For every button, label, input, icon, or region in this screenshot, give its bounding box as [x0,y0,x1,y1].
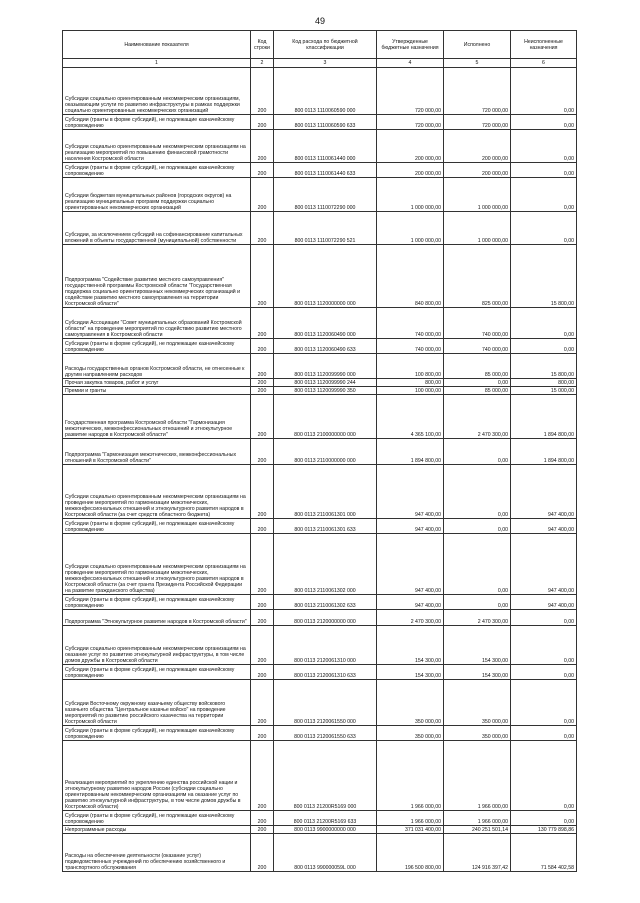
column-number: 5 [444,59,511,68]
row-approved: 4 365 100,00 [377,395,444,439]
row-unexecuted: 0,00 [511,680,577,726]
row-executed: 1 000 000,00 [444,178,511,212]
row-approved: 1 894 800,00 [377,439,444,465]
row-budget-code: 800 0113 1110060590 633 [274,115,377,130]
row-approved: 947 400,00 [377,534,444,595]
row-unexecuted: 947 400,00 [511,519,577,534]
row-budget-code: 800 0113 2120000000 000 [274,610,377,626]
table-row [63,741,577,811]
row-executed: 1 966 000,00 [444,741,511,811]
row-budget-code: 800 0113 1110072290 000 [274,178,377,212]
table-row [63,726,577,741]
row-name: Субсидии социально ориентированным некоммерческим организациям, оказывающим услуги по развитию инфраструктуры в рамках поддержки социально ориентированных некоммерческих организаций [63,68,251,115]
row-unexecuted: 0,00 [511,741,577,811]
table-row [63,339,577,354]
row-executed: 2 470 300,00 [444,610,511,626]
row-line-code: 200 [251,387,274,395]
row-name: Подпрограмма "Содействие развитию местного самоуправления" государственной программы Костромской области "Государственная поддержка социально ориентированных некоммерческих организаций и содействие развитию местного самоуправления на территории Костромской области" [63,245,251,308]
column-number-row [63,59,577,68]
row-name: Субсидии социально ориентированным некоммерческим организациям на проведение мероприятий по гармонизации межэтнических, межконфессиональных отношений и этнокультурного развития народов в Костромской области (за счет средств областного бюджета) [63,465,251,519]
row-executed: 154 300,00 [444,665,511,680]
row-unexecuted: 0,00 [511,308,577,339]
table-row [63,308,577,339]
row-executed: 2 470 300,00 [444,395,511,439]
row-name: Субсидии Ассоциации "Совет муниципальных образований Костромской области" на проведение мероприятий по содействию развитию местного самоуправления в Костромской области [63,308,251,339]
row-name: Расходы государственных органов Костромской области, не отнесенные к другим направлениям расходов [63,354,251,379]
table-row [63,130,577,163]
row-name: Субсидии (гранты в форме субсидий), не подлежащие казначейскому сопровождению [63,595,251,610]
row-executed: 740 000,00 [444,308,511,339]
row-unexecuted: 0,00 [511,68,577,115]
row-executed: 0,00 [444,595,511,610]
header-name: Наименование показателя [63,31,251,59]
row-approved: 947 400,00 [377,465,444,519]
row-budget-code: 800 0113 1110061440 000 [274,130,377,163]
row-budget-code: 800 0113 2120061550 633 [274,726,377,741]
table-row [63,395,577,439]
column-number: 1 [63,59,251,68]
row-unexecuted: 1 894 800,00 [511,439,577,465]
table-row [63,811,577,826]
row-approved: 2 470 300,00 [377,610,444,626]
row-budget-code: 800 0113 2120061310 633 [274,665,377,680]
row-approved: 154 300,00 [377,626,444,665]
row-line-code: 200 [251,741,274,811]
row-line-code: 200 [251,339,274,354]
row-name: Субсидии бюджетам муниципальных районов (городских округов) на реализацию муниципальных программ поддержки социально ориентированных некоммерческих организаций [63,178,251,212]
row-name: Субсидии социально ориентированным некоммерческим организациям на оказание услуг по развитию этнокультурной инфраструктуры, в том числе домов дружбы в Костромской области [63,626,251,665]
row-budget-code: 800 0113 2120061310 000 [274,626,377,665]
row-budget-code: 800 0113 2110061302 000 [274,534,377,595]
row-unexecuted: 0,00 [511,665,577,680]
row-executed: 240 251 501,14 [444,826,511,834]
table-row [63,212,577,245]
row-line-code: 200 [251,626,274,665]
row-budget-code: 800 0113 9900000000 000 [274,826,377,834]
row-unexecuted: 0,00 [511,811,577,826]
row-line-code: 200 [251,680,274,726]
row-unexecuted: 15 800,00 [511,354,577,379]
row-approved: 1 966 000,00 [377,741,444,811]
row-line-code: 200 [251,245,274,308]
budget-report-table [62,30,577,872]
row-line-code: 200 [251,610,274,626]
row-name: Подпрограмма "Этнокультурное развитие народов в Костромской области" [63,610,251,626]
row-name: Подпрограмма "Гармонизация межэтнических, межконфессиональных отношений в Костромской области" [63,439,251,465]
row-budget-code: 800 0113 1120099990 244 [274,379,377,387]
row-line-code: 200 [251,395,274,439]
row-approved: 200 000,00 [377,163,444,178]
row-approved: 1 000 000,00 [377,178,444,212]
row-executed: 0,00 [444,379,511,387]
row-line-code: 200 [251,178,274,212]
row-unexecuted: 947 400,00 [511,595,577,610]
row-approved: 720 000,00 [377,68,444,115]
row-approved: 350 000,00 [377,726,444,741]
row-name: Субсидии (гранты в форме субсидий), не подлежащие казначейскому сопровождению [63,163,251,178]
row-name: Субсидии Восточному окружному казачьему обществу войскового казачьего общества "Центральное казачье войско" на проведение мероприятий по развитию российского казачества на территории Костромской области [63,680,251,726]
row-executed: 154 300,00 [444,626,511,665]
table-row [63,178,577,212]
row-budget-code: 800 0113 2110061301 633 [274,519,377,534]
row-executed: 350 000,00 [444,680,511,726]
row-unexecuted: 0,00 [511,178,577,212]
row-line-code: 200 [251,379,274,387]
row-unexecuted: 130 779 898,86 [511,826,577,834]
row-line-code: 200 [251,354,274,379]
row-name: Субсидии (гранты в форме субсидий), не подлежащие казначейскому сопровождению [63,811,251,826]
row-name: Субсидии (гранты в форме субсидий), не подлежащие казначейскому сопровождению [63,115,251,130]
row-approved: 840 800,00 [377,245,444,308]
table-row [63,665,577,680]
row-name: Субсидии, за исключением субсидий на софинансирование капитальных вложений в объекты государственной (муниципальной) собственности [63,212,251,245]
row-budget-code: 800 0113 1120099990 350 [274,387,377,395]
row-budget-code: 800 0113 2100000000 000 [274,395,377,439]
row-executed: 720 000,00 [444,115,511,130]
row-name: Прочая закупка товаров, работ и услуг [63,379,251,387]
row-approved: 800,00 [377,379,444,387]
row-approved: 720 000,00 [377,115,444,130]
row-budget-code: 800 0113 21200R5169 633 [274,811,377,826]
row-budget-code: 800 0113 2110000000 000 [274,439,377,465]
header-line-code: Код строки [251,31,274,59]
row-executed: 825 000,00 [444,245,511,308]
row-budget-code: 800 0113 2110061301 000 [274,465,377,519]
column-number: 2 [251,59,274,68]
row-executed: 1 000 000,00 [444,212,511,245]
row-line-code: 200 [251,519,274,534]
table-row [63,595,577,610]
row-name: Реализация мероприятий по укреплению единства российской нации и этнокультурному развитию народов России (субсидии социально ориентированным некоммерческим организациям на оказание услуг по развитию этнокультурной инфраструктуры, в том числе домов дружбы в Костромской области) [63,741,251,811]
row-approved: 196 500 800,00 [377,834,444,872]
table-row [63,439,577,465]
row-unexecuted: 0,00 [511,610,577,626]
column-number: 3 [274,59,377,68]
row-budget-code: 800 0113 1120099990 000 [274,354,377,379]
row-line-code: 200 [251,465,274,519]
row-line-code: 200 [251,834,274,872]
row-executed: 0,00 [444,534,511,595]
row-budget-code: 800 0113 1110060590 000 [274,68,377,115]
row-approved: 740 000,00 [377,308,444,339]
row-line-code: 200 [251,212,274,245]
row-unexecuted: 15 000,00 [511,387,577,395]
row-budget-code: 800 0113 2110061302 633 [274,595,377,610]
row-approved: 100 000,00 [377,387,444,395]
row-unexecuted: 0,00 [511,726,577,741]
row-line-code: 200 [251,826,274,834]
row-line-code: 200 [251,130,274,163]
table-row [63,834,577,872]
table-row [63,163,577,178]
row-budget-code: 800 0113 1120060490 000 [274,308,377,339]
table-row [63,354,577,379]
row-line-code: 200 [251,163,274,178]
table-row [63,610,577,626]
row-name: Субсидии (гранты в форме субсидий), не подлежащие казначейскому сопровождению [63,339,251,354]
column-number: 6 [511,59,577,68]
row-unexecuted: 0,00 [511,115,577,130]
row-name: Субсидии социально ориентированным некоммерческим организациям на проведение мероприятий по гармонизации межэтнических, межконфессиональных отношений и этнокультурного развития народов в Костромской области (за счет гранта Президента Российской Федерации на развитие гражданского общества) [63,534,251,595]
row-executed: 85 000,00 [444,387,511,395]
row-executed: 350 000,00 [444,726,511,741]
row-name: Субсидии социально ориентированным некоммерческим организациям на реализацию мероприятий по повышению финансовой грамотности населения Костромской области [63,130,251,163]
row-line-code: 200 [251,595,274,610]
row-approved: 100 800,00 [377,354,444,379]
row-executed: 720 000,00 [444,68,511,115]
row-approved: 200 000,00 [377,130,444,163]
row-executed: 740 000,00 [444,339,511,354]
row-executed: 0,00 [444,439,511,465]
table-row [63,379,577,387]
table-row [63,245,577,308]
header-executed: Исполнено [444,31,511,59]
row-unexecuted: 15 800,00 [511,245,577,308]
table-row [63,68,577,115]
row-name: Субсидии (гранты в форме субсидий), не подлежащие казначейскому сопровождению [63,726,251,741]
row-unexecuted: 1 894 800,00 [511,395,577,439]
table-row [63,626,577,665]
table-row [63,826,577,834]
row-budget-code: 800 0113 2120061550 000 [274,680,377,726]
row-unexecuted: 0,00 [511,163,577,178]
row-executed: 124 916 397,42 [444,834,511,872]
row-unexecuted: 947 400,00 [511,465,577,519]
table-row [63,387,577,395]
row-approved: 740 000,00 [377,339,444,354]
row-line-code: 200 [251,811,274,826]
row-approved: 1 000 000,00 [377,212,444,245]
row-name: Расходы на обеспечение деятельности (оказание услуг) подведомственных учреждений по обеспечению хозяйственного и транспортного обслуживания [63,834,251,872]
row-unexecuted: 71 584 402,58 [511,834,577,872]
row-executed: 0,00 [444,465,511,519]
page-number: 49 [314,16,325,26]
header-approved: Утвержденные бюджетные назначения [377,31,444,59]
row-executed: 200 000,00 [444,163,511,178]
row-approved: 947 400,00 [377,595,444,610]
row-unexecuted: 0,00 [511,626,577,665]
row-line-code: 200 [251,115,274,130]
row-name: Субсидии (гранты в форме субсидий), не подлежащие казначейскому сопровождению [63,519,251,534]
row-name: Государственная программа Костромской области "Гармонизация межэтнических, межконфессиональных отношений и этнокультурное развитие народов в Костромской области" [63,395,251,439]
row-unexecuted: 0,00 [511,339,577,354]
row-unexecuted: 800,00 [511,379,577,387]
row-executed: 0,00 [444,519,511,534]
row-executed: 85 000,00 [444,354,511,379]
row-line-code: 200 [251,68,274,115]
row-line-code: 200 [251,439,274,465]
header-budget-code: Код расхода по бюджетной классификации [274,31,377,59]
header-unexecuted: Неисполненные назначения [511,31,577,59]
row-name: Субсидии (гранты в форме субсидий), не подлежащие казначейскому сопровождению [63,665,251,680]
row-budget-code: 800 0113 1120000000 000 [274,245,377,308]
row-approved: 371 031 400,00 [377,826,444,834]
row-budget-code: 800 0113 1110072290 521 [274,212,377,245]
row-line-code: 200 [251,726,274,741]
row-budget-code: 800 0113 990000059L 000 [274,834,377,872]
row-unexecuted: 0,00 [511,212,577,245]
row-budget-code: 800 0113 1110061440 633 [274,163,377,178]
row-name: Премии и гранты [63,387,251,395]
table-row [63,115,577,130]
row-budget-code: 800 0113 1120060490 633 [274,339,377,354]
row-executed: 1 966 000,00 [444,811,511,826]
table-row [63,465,577,519]
table-row [63,534,577,595]
row-budget-code: 800 0113 21200R5169 000 [274,741,377,811]
table-header-row [63,31,577,59]
table-row [63,519,577,534]
row-approved: 947 400,00 [377,519,444,534]
table-body [63,68,577,872]
row-line-code: 200 [251,534,274,595]
row-executed: 200 000,00 [444,130,511,163]
row-approved: 350 000,00 [377,680,444,726]
row-line-code: 200 [251,308,274,339]
row-approved: 1 966 000,00 [377,811,444,826]
row-unexecuted: 0,00 [511,130,577,163]
table-row [63,680,577,726]
row-approved: 154 300,00 [377,665,444,680]
row-line-code: 200 [251,665,274,680]
row-unexecuted: 947 400,00 [511,534,577,595]
row-name: Непрограммные расходы [63,826,251,834]
column-number: 4 [377,59,444,68]
